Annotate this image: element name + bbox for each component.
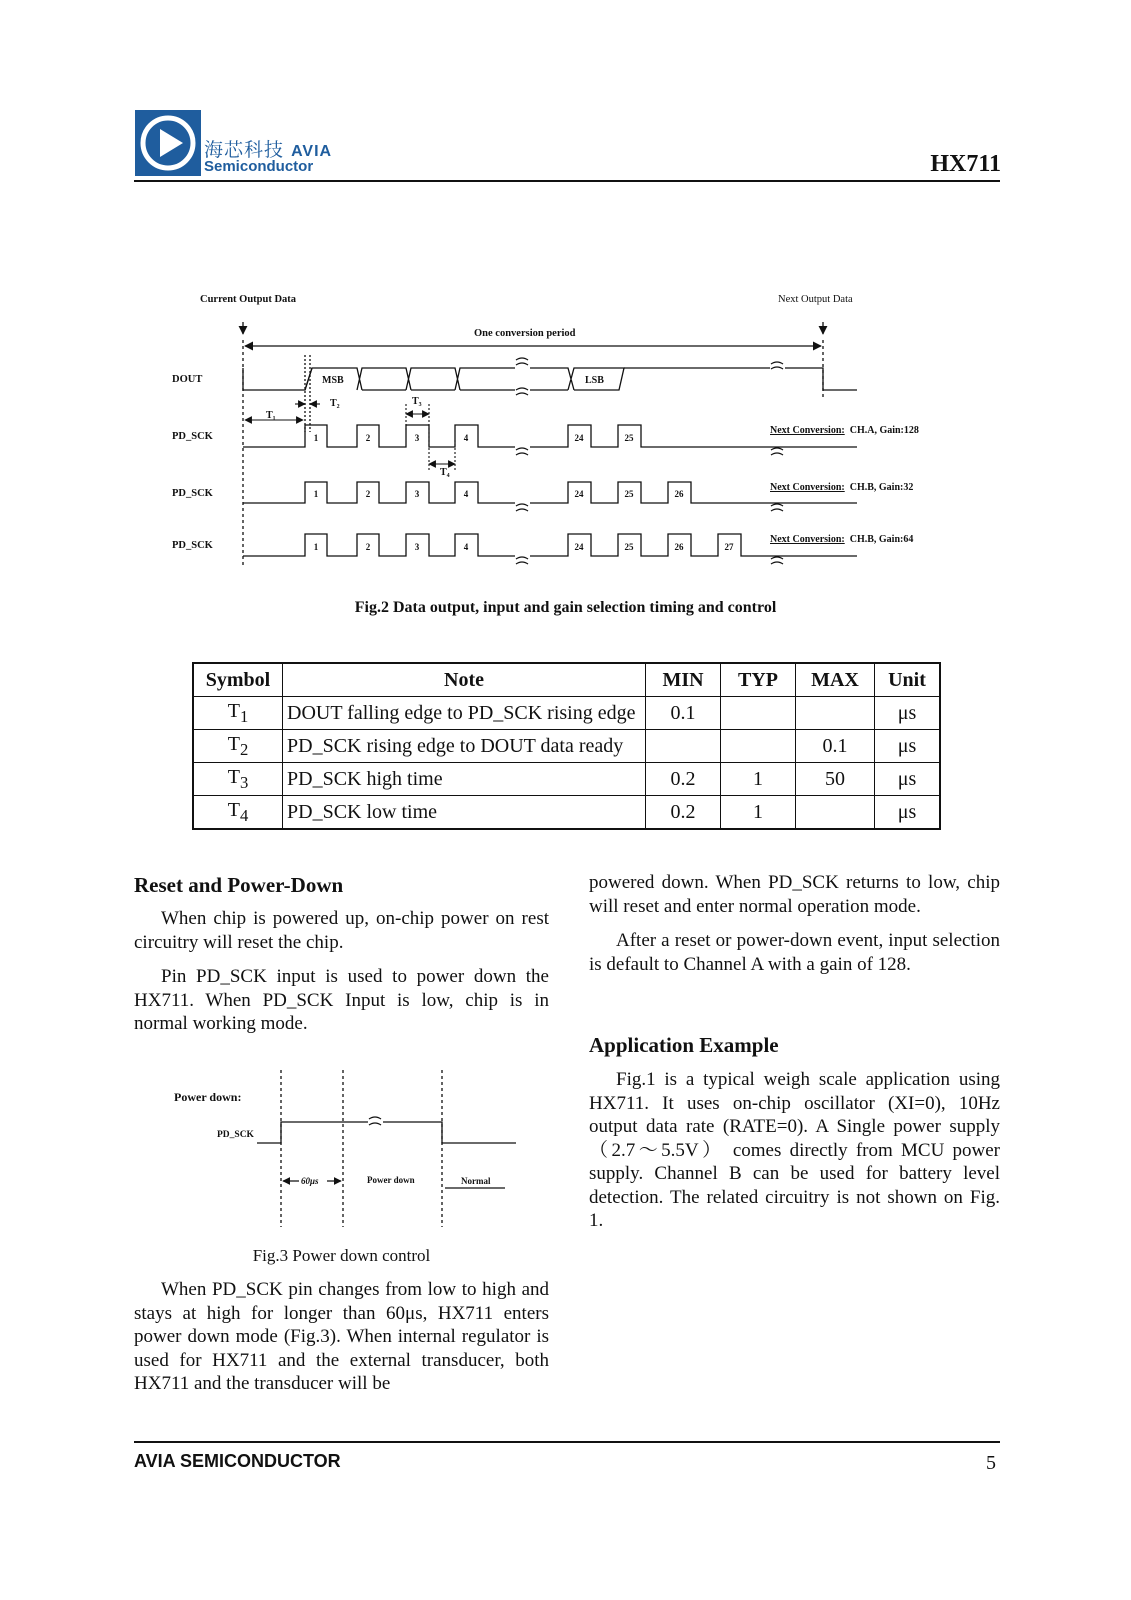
- footer-rule: [134, 1441, 1000, 1443]
- pulse-1: 1: [313, 433, 319, 443]
- unit-cell: μs: [875, 796, 941, 830]
- col-symbol: Symbol: [193, 663, 283, 697]
- reset-paragraph-2: Pin PD_SCK input is used to power down the HX711. When PD_SCK Input is low, chip is in normal working mode.: [134, 966, 549, 1034]
- t4-label: T₄: [440, 467, 450, 478]
- power-down-label: Power down: [367, 1175, 415, 1185]
- typ-cell: [721, 697, 796, 730]
- pulse-1: 1: [313, 542, 319, 552]
- pd-sck-label-3: PD_SCK: [172, 540, 213, 551]
- power-down-diagram-fig3: [160, 1065, 530, 1235]
- application-heading: Application Example: [589, 1033, 779, 1057]
- t60-label: 60μs: [301, 1176, 319, 1186]
- logo-text-cn: 海芯科技 AVIA: [204, 139, 333, 161]
- reset-heading: Reset and Power-Down: [134, 873, 344, 897]
- application-paragraph: Fig.1 is a typical weigh scale application using HX711. It uses on-chip oscillator (XI=0), 10Hz output data rate (RATE=0). A Single power supply （2.7～5.5V） comes directly from MCU power supply. Channel B can be used for battery level detection. The related circuitry is not shown on Fig. 1.: [589, 1069, 1000, 1231]
- pd-sck-wave-2: [243, 482, 857, 503]
- pulse-25: 25: [624, 489, 634, 499]
- footer-company: AVIA SEMICONDUCTOR: [134, 1451, 341, 1471]
- unit-cell: μs: [875, 697, 941, 730]
- pulse-3: 3: [414, 433, 420, 443]
- col-typ: TYP: [721, 663, 796, 697]
- dout-label: DOUT: [172, 374, 203, 385]
- pulse-2: 2: [365, 489, 371, 499]
- note-cell: DOUT falling edge to PD_SCK rising edge: [283, 697, 646, 730]
- pulse-24: 24: [574, 433, 584, 443]
- table-row: [193, 730, 940, 763]
- typ-cell: 1: [721, 796, 796, 830]
- timing-diagram-fig2: [0, 0, 1131, 620]
- pulse-4: 4: [463, 489, 469, 499]
- timing-spec-table: [192, 662, 941, 830]
- pd-sck-wave-1: [243, 425, 857, 447]
- col-max: MAX: [796, 663, 875, 697]
- min-cell: 0.2: [646, 796, 721, 830]
- fig2-caption: Fig.2 Data output, input and gain selection timing and control: [354, 599, 777, 616]
- note-cell: PD_SCK high time: [283, 763, 646, 796]
- pulse-27: 27: [724, 542, 734, 552]
- page-number: 5: [986, 1452, 996, 1474]
- pulse-1: 1: [313, 489, 319, 499]
- msb-label: MSB: [322, 375, 344, 386]
- logo-text-en: Semiconductor: [204, 158, 314, 175]
- fig3-pd-sck-wave: [257, 1122, 516, 1143]
- col-min: MIN: [646, 663, 721, 697]
- t3-label: T₃: [412, 396, 422, 407]
- pulse-3: 3: [414, 489, 420, 499]
- next-conversion-2: Next Conversion: CH.B, Gain:32: [770, 482, 914, 493]
- power-down-paragraph: When PD_SCK pin changes from low to high and stays at high for longer than 60μs, HX711 enters power down mode (Fig.3). When internal regulator is used for HX711 and the external transducer, both HX711 and the transducer will be: [134, 1279, 549, 1394]
- part-number: HX711: [930, 151, 1001, 177]
- col-unit: Unit: [875, 663, 941, 697]
- next-conversion-3: Next Conversion: CH.B, Gain:64: [770, 534, 914, 545]
- pulse-24: 24: [574, 489, 584, 499]
- min-cell: 0.2: [646, 763, 721, 796]
- max-cell: [796, 697, 875, 730]
- table-row: [193, 796, 940, 830]
- fig3-caption: Fig.3 Power down control: [252, 1246, 431, 1265]
- t1-label: T₁: [266, 410, 276, 421]
- symbol-cell: $T_4$: [193, 796, 283, 830]
- unit-cell: μs: [875, 763, 941, 796]
- pulse-24: 24: [574, 542, 584, 552]
- pulse-26: 26: [674, 542, 684, 552]
- symbol-cell: $T_2$: [193, 730, 283, 763]
- table-header-row: [193, 663, 940, 697]
- pulse-4: 4: [463, 542, 469, 552]
- max-cell: 50: [796, 763, 875, 796]
- pulse-25: 25: [624, 542, 634, 552]
- max-cell: [796, 796, 875, 830]
- note-cell: PD_SCK rising edge to DOUT data ready: [283, 730, 646, 763]
- symbol-cell: $T_1$: [193, 697, 283, 730]
- t2-label: T₂: [330, 398, 340, 409]
- pd-sck-label-2: PD_SCK: [172, 488, 213, 499]
- lsb-label: LSB: [585, 375, 604, 386]
- unit-cell: μs: [875, 730, 941, 763]
- note-cell: PD_SCK low time: [283, 796, 646, 830]
- typ-cell: [721, 730, 796, 763]
- pulse-3: 3: [414, 542, 420, 552]
- pd-sck-label-1: PD_SCK: [172, 431, 213, 442]
- pulse-26: 26: [674, 489, 684, 499]
- max-cell: 0.1: [796, 730, 875, 763]
- min-cell: 0.1: [646, 697, 721, 730]
- typ-cell: 1: [721, 763, 796, 796]
- pulse-2: 2: [365, 542, 371, 552]
- period-label: One conversion period: [474, 328, 576, 339]
- reset-paragraph-1: When chip is powered up, on-chip power on rest circuitry will reset the chip.: [134, 908, 549, 953]
- col-note: Note: [283, 663, 646, 697]
- next-conversion-1: Next Conversion: CH.A, Gain:128: [770, 425, 919, 436]
- pulse-25: 25: [624, 433, 634, 443]
- fig3-pd-sck-label: PD_SCK: [217, 1130, 254, 1140]
- next-output-label: Next Output Data: [778, 294, 853, 305]
- right-paragraph-2: After a reset or power-down event, input selection is default to Channel A with a gain of 128.: [589, 930, 1000, 975]
- pulse-4: 4: [463, 433, 469, 443]
- pulse-2: 2: [365, 433, 371, 443]
- symbol-cell: $T_3$: [193, 763, 283, 796]
- current-output-label: Current Output Data: [200, 294, 297, 305]
- table-row: [193, 763, 940, 796]
- right-paragraph-1: powered down. When PD_SCK returns to low, chip will reset and enter normal operation mode.: [589, 872, 1000, 917]
- power-down-title: Power down:: [174, 1090, 242, 1104]
- table-row: [193, 697, 940, 730]
- min-cell: [646, 730, 721, 763]
- normal-label: Normal: [461, 1176, 491, 1186]
- pd-sck-wave-3: [243, 534, 857, 556]
